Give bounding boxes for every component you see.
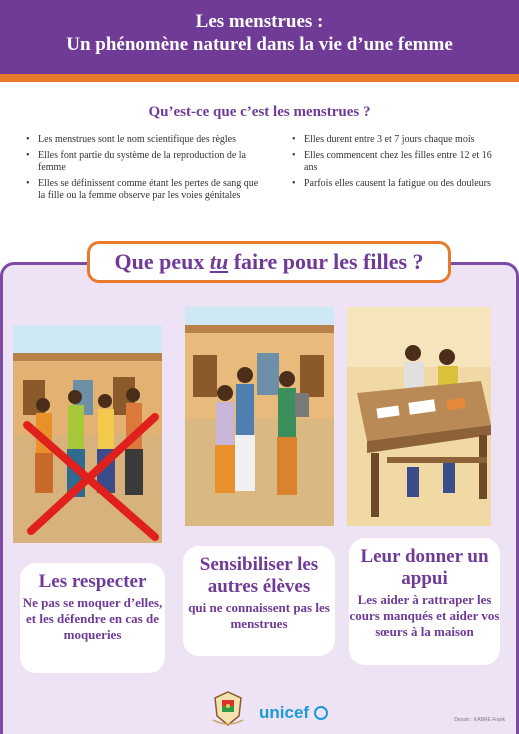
card-description: Ne pas se moquer d’elles, et les défendre en cas de moqueries: [22, 595, 163, 642]
action-card-awareness: [183, 546, 335, 656]
list-item: • Elles durent entre 3 et 7 jours chaque mois: [290, 134, 500, 147]
card-description: Les aider à rattraper les cours manqués et aider vos sœurs à la maison: [349, 592, 500, 639]
list-item: • Elles commencent chez les filles entre 12 et 16 ans: [290, 150, 500, 175]
title-line-1: Les menstrues :: [195, 11, 324, 32]
illustration-support: [347, 307, 491, 526]
illustration-raising-awareness: [185, 307, 334, 526]
unicef-logo: [259, 703, 328, 723]
intro-right-list: [290, 134, 500, 193]
list-item: • Elles se définissent comme étant les pertes de sang que la fille ou la femme observe par les voies génitales: [24, 178, 259, 203]
card-description: qui ne connaissent pas les menstrues: [188, 600, 330, 631]
action-card-support: [349, 538, 500, 665]
unicef-wordmark: unicef: [259, 703, 310, 722]
header-stripe: [0, 74, 519, 82]
page-title: [0, 10, 519, 56]
coat-of-arms-icon: [211, 690, 245, 733]
banner-text-before: Que peux: [114, 249, 210, 274]
illustration-credit: Dessin : KABRE Frank: [454, 717, 505, 723]
list-item: • Parfois elles causent la fatigue ou des douleurs: [290, 178, 500, 191]
actions-banner: [87, 241, 451, 283]
action-card-respect: [20, 563, 165, 673]
banner-text-after: faire pour les filles ?: [228, 249, 424, 274]
card-title: Sensibiliser les autres élèves: [199, 554, 319, 597]
list-item: • Les menstrues sont le nom scientifique des règles: [24, 134, 259, 147]
card-title: Les respecter: [38, 571, 147, 592]
list-item: • Elles font partie du système de la reproduction de la femme: [24, 150, 259, 175]
card-title: Leur donner un appui: [360, 546, 489, 589]
intro-title: Qu’est-ce que c’est les menstrues ?: [148, 104, 371, 120]
banner-emphasis: tu: [209, 249, 229, 274]
title-line-2: Un phénomène naturel dans la vie d’une femme: [66, 34, 453, 55]
intro-left-list: [24, 134, 259, 206]
unicef-globe-icon: [314, 706, 328, 720]
illustration-mocking: [13, 325, 162, 543]
